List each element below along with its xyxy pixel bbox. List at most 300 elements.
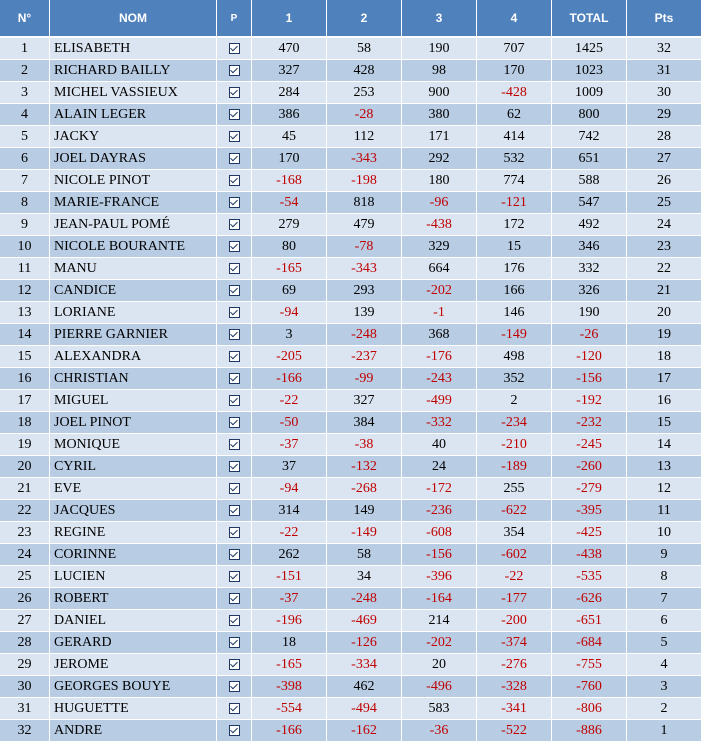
table-row (0, 522, 702, 544)
cell-total: 1425 (552, 38, 627, 60)
cell-round-4: -522 (477, 720, 552, 742)
cell-pts: 31 (627, 60, 702, 82)
checked-checkbox-icon[interactable] (229, 351, 240, 362)
cell-number: 26 (0, 588, 50, 610)
cell-number: 20 (0, 456, 50, 478)
cell-nom: ROBERT (50, 588, 217, 610)
checked-checkbox-icon[interactable] (229, 131, 240, 142)
cell-number: 17 (0, 390, 50, 412)
cell-round-1: -165 (252, 654, 327, 676)
cell-nom: JEAN-PAUL POMÉ (50, 214, 217, 236)
cell-round-4: -341 (477, 698, 552, 720)
cell-pts: 5 (627, 632, 702, 654)
cell-nom: GEORGES BOUYE (50, 676, 217, 698)
cell-round-3: 98 (402, 60, 477, 82)
cell-present (217, 104, 252, 126)
cell-round-2: -149 (327, 522, 402, 544)
cell-nom: JEROME (50, 654, 217, 676)
cell-number: 30 (0, 676, 50, 698)
cell-nom: LORIANE (50, 302, 217, 324)
cell-number: 19 (0, 434, 50, 456)
cell-number: 18 (0, 412, 50, 434)
table-row (0, 214, 702, 236)
cell-number: 7 (0, 170, 50, 192)
col-header-present: P (217, 0, 252, 38)
cell-round-3: -164 (402, 588, 477, 610)
cell-round-4: 532 (477, 148, 552, 170)
cell-present (217, 456, 252, 478)
cell-round-2: 479 (327, 214, 402, 236)
table-row (0, 676, 702, 698)
cell-nom: MONIQUE (50, 434, 217, 456)
cell-present (217, 82, 252, 104)
cell-total: -260 (552, 456, 627, 478)
cell-nom: JOEL DAYRAS (50, 148, 217, 170)
cell-number: 6 (0, 148, 50, 170)
cell-nom: REGINE (50, 522, 217, 544)
cell-round-4: 774 (477, 170, 552, 192)
cell-pts: 23 (627, 236, 702, 258)
table-row (0, 170, 702, 192)
checked-checkbox-icon[interactable] (229, 307, 240, 318)
table-row (0, 148, 702, 170)
cell-round-3: -36 (402, 720, 477, 742)
cell-pts: 30 (627, 82, 702, 104)
checked-checkbox-icon[interactable] (229, 527, 240, 538)
cell-round-2: -126 (327, 632, 402, 654)
cell-round-4: 166 (477, 280, 552, 302)
cell-round-3: 292 (402, 148, 477, 170)
table-row (0, 302, 702, 324)
cell-pts: 22 (627, 258, 702, 280)
cell-present (217, 698, 252, 720)
checked-checkbox-icon[interactable] (229, 285, 240, 296)
cell-round-4: 707 (477, 38, 552, 60)
cell-present (217, 500, 252, 522)
cell-number: 14 (0, 324, 50, 346)
cell-present (217, 654, 252, 676)
cell-total: 651 (552, 148, 627, 170)
cell-round-2: -343 (327, 148, 402, 170)
cell-number: 28 (0, 632, 50, 654)
cell-nom: DANIEL (50, 610, 217, 632)
checked-checkbox-icon[interactable] (229, 549, 240, 560)
cell-round-1: -37 (252, 434, 327, 456)
cell-round-1: -398 (252, 676, 327, 698)
cell-number: 29 (0, 654, 50, 676)
cell-total: -26 (552, 324, 627, 346)
col-header-round-3: 3 (402, 0, 477, 38)
cell-round-1: -94 (252, 302, 327, 324)
cell-round-4: 498 (477, 346, 552, 368)
cell-round-2: -268 (327, 478, 402, 500)
cell-total: -886 (552, 720, 627, 742)
cell-round-2: -132 (327, 456, 402, 478)
cell-number: 27 (0, 610, 50, 632)
cell-total: -192 (552, 390, 627, 412)
cell-round-3: -243 (402, 368, 477, 390)
cell-round-3: -202 (402, 632, 477, 654)
cell-round-4: -234 (477, 412, 552, 434)
cell-present (217, 390, 252, 412)
cell-nom: GERARD (50, 632, 217, 654)
checked-checkbox-icon[interactable] (229, 197, 240, 208)
cell-nom: HUGUETTE (50, 698, 217, 720)
cell-round-2: -469 (327, 610, 402, 632)
table-row (0, 38, 702, 60)
cell-round-2: 384 (327, 412, 402, 434)
cell-round-2: -237 (327, 346, 402, 368)
cell-round-1: 69 (252, 280, 327, 302)
cell-present (217, 302, 252, 324)
cell-round-1: -22 (252, 390, 327, 412)
cell-round-2: 253 (327, 82, 402, 104)
checked-checkbox-icon[interactable] (229, 109, 240, 120)
cell-round-4: 15 (477, 236, 552, 258)
cell-total: 1023 (552, 60, 627, 82)
cell-present (217, 60, 252, 82)
cell-round-1: 386 (252, 104, 327, 126)
col-header-pts: Pts (627, 0, 702, 38)
checked-checkbox-icon[interactable] (229, 505, 240, 516)
cell-pts: 16 (627, 390, 702, 412)
checked-checkbox-icon[interactable] (229, 373, 240, 384)
cell-nom: NICOLE PINOT (50, 170, 217, 192)
cell-pts: 11 (627, 500, 702, 522)
cell-round-3: 380 (402, 104, 477, 126)
table-row (0, 456, 702, 478)
cell-present (217, 544, 252, 566)
cell-total: 547 (552, 192, 627, 214)
table-row (0, 104, 702, 126)
cell-pts: 27 (627, 148, 702, 170)
cell-pts: 32 (627, 38, 702, 60)
cell-nom: CYRIL (50, 456, 217, 478)
cell-round-2: -28 (327, 104, 402, 126)
cell-round-1: -196 (252, 610, 327, 632)
cell-round-2: -99 (327, 368, 402, 390)
cell-round-1: 327 (252, 60, 327, 82)
cell-round-3: -156 (402, 544, 477, 566)
cell-total: -684 (552, 632, 627, 654)
cell-pts: 19 (627, 324, 702, 346)
cell-present (217, 522, 252, 544)
cell-round-2: 818 (327, 192, 402, 214)
cell-round-2: -248 (327, 324, 402, 346)
cell-total: 800 (552, 104, 627, 126)
cell-round-4: -177 (477, 588, 552, 610)
cell-nom: JACQUES (50, 500, 217, 522)
checked-checkbox-icon[interactable] (229, 725, 240, 736)
cell-pts: 26 (627, 170, 702, 192)
cell-round-3: -438 (402, 214, 477, 236)
checked-checkbox-icon[interactable] (229, 395, 240, 406)
checked-checkbox-icon[interactable] (229, 417, 240, 428)
checked-checkbox-icon[interactable] (229, 329, 240, 340)
cell-round-1: -50 (252, 412, 327, 434)
col-header-round-4: 4 (477, 0, 552, 38)
cell-pts: 18 (627, 346, 702, 368)
cell-number: 15 (0, 346, 50, 368)
cell-number: 25 (0, 566, 50, 588)
cell-nom: PIERRE GARNIER (50, 324, 217, 346)
cell-nom: NICOLE BOURANTE (50, 236, 217, 258)
cell-round-3: 583 (402, 698, 477, 720)
table-row (0, 126, 702, 148)
checked-checkbox-icon[interactable] (229, 461, 240, 472)
col-header-round-2: 2 (327, 0, 402, 38)
cell-number: 24 (0, 544, 50, 566)
cell-nom: ANDRE (50, 720, 217, 742)
cell-pts: 25 (627, 192, 702, 214)
cell-number: 21 (0, 478, 50, 500)
cell-total: -425 (552, 522, 627, 544)
cell-total: 742 (552, 126, 627, 148)
cell-round-4: 170 (477, 60, 552, 82)
cell-round-3: 900 (402, 82, 477, 104)
cell-round-3: -499 (402, 390, 477, 412)
cell-round-3: 368 (402, 324, 477, 346)
checked-checkbox-icon[interactable] (229, 263, 240, 274)
checked-checkbox-icon[interactable] (229, 593, 240, 604)
cell-total: -535 (552, 566, 627, 588)
cell-number: 11 (0, 258, 50, 280)
cell-round-3: 180 (402, 170, 477, 192)
cell-present (217, 126, 252, 148)
cell-pts: 24 (627, 214, 702, 236)
checked-checkbox-icon[interactable] (229, 681, 240, 692)
table-row (0, 544, 702, 566)
cell-pts: 4 (627, 654, 702, 676)
checked-checkbox-icon[interactable] (229, 571, 240, 582)
cell-pts: 20 (627, 302, 702, 324)
checked-checkbox-icon[interactable] (229, 703, 240, 714)
cell-number: 10 (0, 236, 50, 258)
cell-nom: MARIE-FRANCE (50, 192, 217, 214)
cell-round-1: 18 (252, 632, 327, 654)
cell-round-3: -396 (402, 566, 477, 588)
cell-round-1: -37 (252, 588, 327, 610)
table-row (0, 192, 702, 214)
table-row (0, 478, 702, 500)
cell-round-1: -166 (252, 368, 327, 390)
cell-round-2: 58 (327, 38, 402, 60)
checked-checkbox-icon[interactable] (229, 439, 240, 450)
checked-checkbox-icon[interactable] (229, 637, 240, 648)
checked-checkbox-icon[interactable] (229, 43, 240, 54)
cell-round-4: 172 (477, 214, 552, 236)
cell-round-4: -374 (477, 632, 552, 654)
cell-present (217, 236, 252, 258)
cell-pts: 29 (627, 104, 702, 126)
cell-round-2: 428 (327, 60, 402, 82)
cell-round-4: 146 (477, 302, 552, 324)
cell-number: 2 (0, 60, 50, 82)
cell-present (217, 720, 252, 742)
cell-number: 12 (0, 280, 50, 302)
cell-pts: 13 (627, 456, 702, 478)
cell-present (217, 632, 252, 654)
table-row (0, 280, 702, 302)
cell-total: -245 (552, 434, 627, 456)
cell-round-1: -554 (252, 698, 327, 720)
cell-round-3: -608 (402, 522, 477, 544)
checked-checkbox-icon[interactable] (229, 87, 240, 98)
cell-nom: EVE (50, 478, 217, 500)
table-row (0, 258, 702, 280)
cell-round-2: 149 (327, 500, 402, 522)
cell-round-4: -622 (477, 500, 552, 522)
cell-total: -279 (552, 478, 627, 500)
cell-round-4: 2 (477, 390, 552, 412)
cell-number: 22 (0, 500, 50, 522)
cell-round-3: 171 (402, 126, 477, 148)
cell-present (217, 676, 252, 698)
cell-round-2: 327 (327, 390, 402, 412)
cell-nom: JOEL PINOT (50, 412, 217, 434)
cell-round-1: 314 (252, 500, 327, 522)
cell-number: 16 (0, 368, 50, 390)
checked-checkbox-icon[interactable] (229, 153, 240, 164)
cell-total: -626 (552, 588, 627, 610)
table-row (0, 368, 702, 390)
checked-checkbox-icon[interactable] (229, 175, 240, 186)
cell-number: 5 (0, 126, 50, 148)
cell-round-4: -189 (477, 456, 552, 478)
cell-present (217, 412, 252, 434)
cell-round-3: 40 (402, 434, 477, 456)
cell-nom: CHRISTIAN (50, 368, 217, 390)
cell-round-1: -166 (252, 720, 327, 742)
cell-present (217, 610, 252, 632)
cell-total: -806 (552, 698, 627, 720)
cell-total: -755 (552, 654, 627, 676)
cell-round-2: -198 (327, 170, 402, 192)
cell-round-2: -38 (327, 434, 402, 456)
cell-pts: 2 (627, 698, 702, 720)
cell-present (217, 368, 252, 390)
cell-round-4: -149 (477, 324, 552, 346)
cell-total: 492 (552, 214, 627, 236)
cell-nom: LUCIEN (50, 566, 217, 588)
cell-present (217, 192, 252, 214)
cell-total: -760 (552, 676, 627, 698)
cell-pts: 10 (627, 522, 702, 544)
cell-present (217, 588, 252, 610)
cell-round-4: 62 (477, 104, 552, 126)
cell-total: -438 (552, 544, 627, 566)
cell-present (217, 346, 252, 368)
cell-round-3: -172 (402, 478, 477, 500)
checked-checkbox-icon[interactable] (229, 241, 240, 252)
cell-round-1: 284 (252, 82, 327, 104)
cell-present (217, 566, 252, 588)
cell-total: 1009 (552, 82, 627, 104)
cell-round-4: 255 (477, 478, 552, 500)
cell-present (217, 38, 252, 60)
cell-total: -232 (552, 412, 627, 434)
table-row (0, 412, 702, 434)
cell-nom: CANDICE (50, 280, 217, 302)
cell-nom: MICHEL VASSIEUX (50, 82, 217, 104)
header-row (0, 0, 702, 38)
cell-total: 346 (552, 236, 627, 258)
cell-present (217, 214, 252, 236)
cell-present (217, 324, 252, 346)
cell-round-3: -96 (402, 192, 477, 214)
table-row (0, 324, 702, 346)
cell-present (217, 170, 252, 192)
cell-pts: 3 (627, 676, 702, 698)
cell-round-1: -151 (252, 566, 327, 588)
cell-nom: JACKY (50, 126, 217, 148)
cell-pts: 1 (627, 720, 702, 742)
cell-total: -651 (552, 610, 627, 632)
cell-nom: CORINNE (50, 544, 217, 566)
cell-present (217, 148, 252, 170)
cell-total: -395 (552, 500, 627, 522)
cell-round-1: 80 (252, 236, 327, 258)
cell-round-1: 170 (252, 148, 327, 170)
table-row (0, 500, 702, 522)
checked-checkbox-icon[interactable] (229, 65, 240, 76)
table-body (0, 38, 702, 742)
cell-round-3: 214 (402, 610, 477, 632)
cell-total: -120 (552, 346, 627, 368)
cell-round-4: -210 (477, 434, 552, 456)
table-row (0, 632, 702, 654)
cell-round-2: 112 (327, 126, 402, 148)
table-row (0, 566, 702, 588)
cell-total: 588 (552, 170, 627, 192)
col-header-total: TOTAL (552, 0, 627, 38)
cell-nom: RICHARD BAILLY (50, 60, 217, 82)
cell-total: 332 (552, 258, 627, 280)
checked-checkbox-icon[interactable] (229, 659, 240, 670)
cell-round-1: -22 (252, 522, 327, 544)
cell-pts: 12 (627, 478, 702, 500)
table-row (0, 346, 702, 368)
cell-round-2: 293 (327, 280, 402, 302)
cell-round-4: -428 (477, 82, 552, 104)
checked-checkbox-icon[interactable] (229, 483, 240, 494)
checked-checkbox-icon[interactable] (229, 615, 240, 626)
table-row (0, 654, 702, 676)
cell-round-2: -162 (327, 720, 402, 742)
cell-total: 326 (552, 280, 627, 302)
checked-checkbox-icon[interactable] (229, 219, 240, 230)
cell-round-4: -200 (477, 610, 552, 632)
cell-round-4: -276 (477, 654, 552, 676)
cell-number: 3 (0, 82, 50, 104)
cell-round-3: 664 (402, 258, 477, 280)
cell-round-3: -1 (402, 302, 477, 324)
cell-round-1: 37 (252, 456, 327, 478)
cell-round-3: -176 (402, 346, 477, 368)
table-row (0, 82, 702, 104)
cell-round-1: -54 (252, 192, 327, 214)
cell-round-2: 462 (327, 676, 402, 698)
cell-round-1: -94 (252, 478, 327, 500)
cell-pts: 7 (627, 588, 702, 610)
cell-round-2: -78 (327, 236, 402, 258)
col-header-number: N° (0, 0, 50, 38)
cell-number: 1 (0, 38, 50, 60)
cell-round-2: -343 (327, 258, 402, 280)
cell-round-1: -205 (252, 346, 327, 368)
cell-round-1: -168 (252, 170, 327, 192)
cell-number: 4 (0, 104, 50, 126)
